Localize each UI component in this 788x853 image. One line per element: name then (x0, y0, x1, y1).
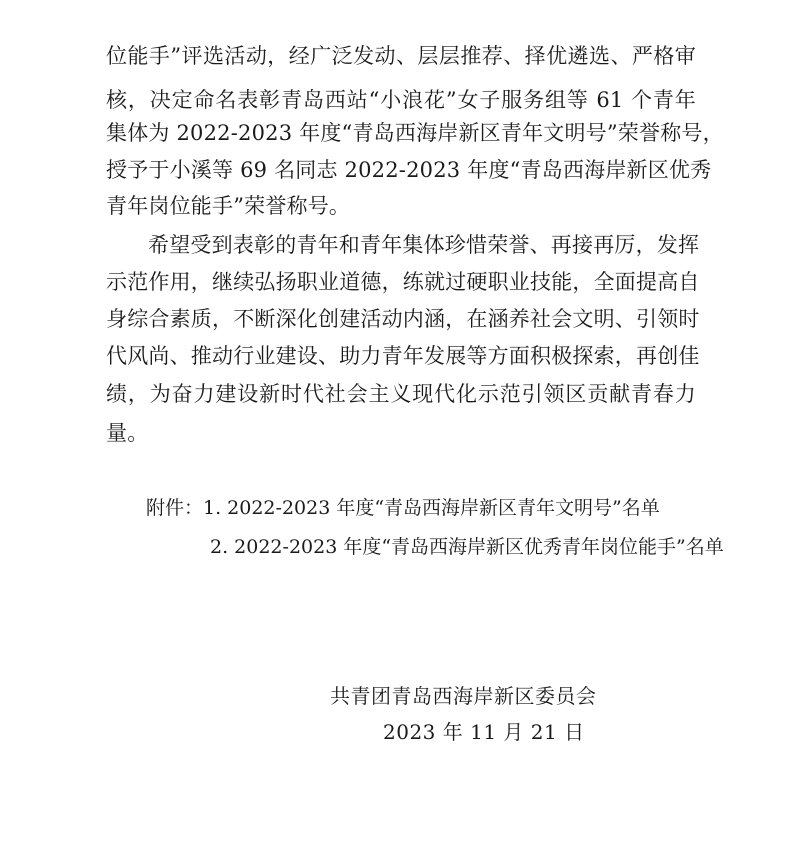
paragraph-2-line-6: 量。 (106, 421, 149, 445)
paragraph-1-line-4: 授予于小溪等 69 名同志 2022-2023 年度“青岛西海岸新区优秀 (106, 158, 712, 182)
paragraph-2-line-4: 代风尚、推动行业建设、助力青年发展等方面积极探索，再创佳 (106, 344, 700, 368)
paragraph-2-line-1: 希望受到表彰的青年和青年集体珍惜荣誉、再接再厉，发挥 (148, 233, 700, 257)
paragraph-1-line-2: 核，决定命名表彰青岛西站“小浪花”女子服务组等 61 个青年 (106, 88, 696, 112)
paragraph-1-line-1: 位能手”评选活动，经广泛发动、层层推荐、择优遴选、严格审 (106, 44, 696, 68)
issue-date: 2023 年 11 月 21 日 (383, 720, 585, 744)
paragraph-1-line-3: 集体为 2022-2023 年度“青岛西海岸新区青年文明号”荣誉称号， (106, 121, 724, 145)
paragraph-2-line-3: 身综合素质，不断深化创建活动内涵，在涵养社会文明、引领时 (106, 307, 700, 331)
issuing-organization: 共青团青岛西海岸新区委员会 (330, 684, 597, 708)
paragraph-1-line-5: 青年岗位能手”荣誉称号。 (106, 194, 351, 218)
paragraph-2-line-5: 绩，为奋力建设新时代社会主义现代化示范引领区贡献青春力 (106, 382, 696, 406)
attachment-item-1: 附件：1. 2022-2023 年度“青岛西海岸新区青年文明号”名单 (146, 497, 660, 519)
paragraph-2-line-2: 示范作用，继续弘扬职业道德，练就过硬职业技能，全面提高自 (106, 270, 700, 294)
attachment-item-2: 2. 2022-2023 年度“青岛西海岸新区优秀青年岗位能手”名单 (210, 536, 724, 558)
